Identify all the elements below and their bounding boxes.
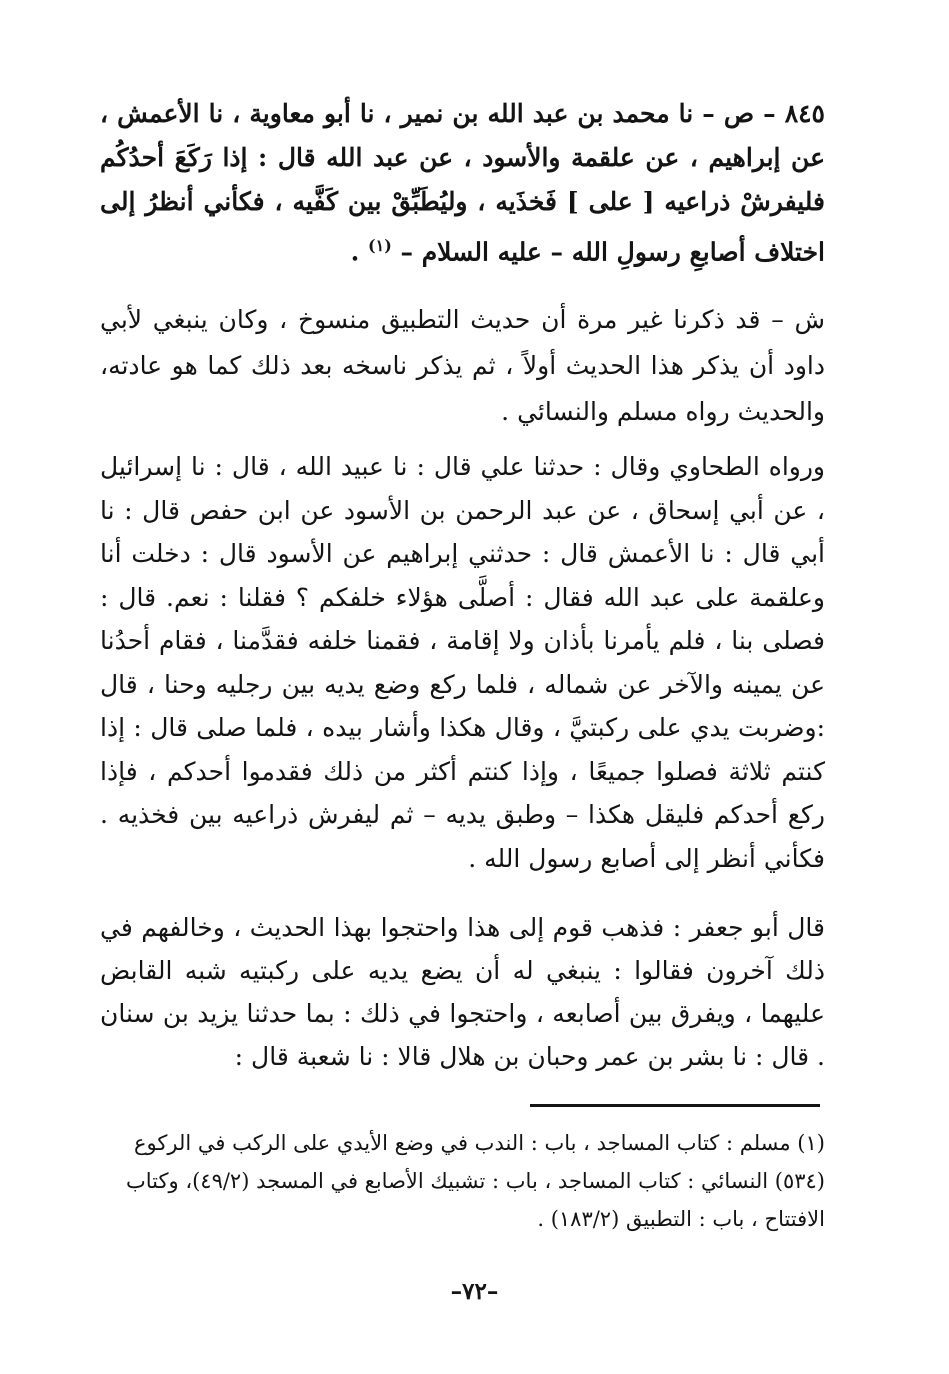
page-number: –٧٢– — [450, 1278, 499, 1305]
footnote-divider — [530, 1104, 820, 1107]
footnote: (١) مسلم : كتاب المساجد ، باب : الندب في وضع الأيدي على الركب في الركوع (٥٣٤) النسائي : كتاب المساجد ، باب : تشبيك الأصابع في المسجد (٤٩/٢)، وكتاب الافتتاح ، باب : التطبيق (١٨٣/٢) . — [126, 1131, 825, 1231]
hadith-end: . — [350, 237, 369, 267]
abu-jafar-paragraph: قال أبو جعفر : فذهب قوم إلى هذا واحتجوا بهذا الحديث ، وخالفهم في ذلك آخرون فقالوا : ينبغي له أن يضع يديه على ركبتيه شبه القابض عليهما ، ويفرق بين أصابعه ، واحتجوا في ذلك : بما حدثنا يزيد بن سنان . قال : نا بشر بن عمر وحبان بن هلال قالا : نا شعبة قال : — [100, 913, 825, 1071]
hadith-paragraph — [100, 92, 825, 274]
footnote-reference: (١) — [368, 236, 392, 255]
tahawi-narration-paragraph: ورواه الطحاوي وقال : حدثنا علي قال : نا عبيد الله ، قال : نا إسرائيل ، عن أبي إسحاق ، عن عبد الرحمن بن الأسود عن ابن حفص قال : نا أبي قال : نا الأعمش قال : حدثني إبراهيم عن الأسود قال : دخلت أنا وعلقمة على عبد الله فقال : أصلَّى هؤلاء خلفكم ؟ فقلنا : نعم. قال : فصلى بنا ، فلم يأمرنا بأذان ولا إقامة ، فقمنا خلفه فقدَّمنا ، فقام أحدُنا عن يمينه والآخر عن شماله ، فلما ركع وضع يديه بين رجليه وحنا ، قال :وضربت يدي على ركبتيَّ ، وقال هكذا وأشار بيده ، فلما صلى قال : إذا كنتم ثلاثة فصلوا جميعًا ، وإذا كنتم أكثر من ذلك فقدموا أحدكم ، فإذا ركع أحدكم فليقل هكذا – وطبق يديه – ثم ليفرش ذراعيه بين فخذيه . فكأني أنظر إلى أصابع رسول الله . — [100, 452, 825, 873]
commentary-paragraph: ش – قد ذكرنا غير مرة أن حديث التطبيق منسوخ ، وكان ينبغي لأبي داود أن يذكر هذا الحديث أولاً ، ثم يذكر ناسخه بعد ذلك كما هو عادته، والحديث رواه مسلم والنسائي . — [100, 305, 825, 426]
hadith-text: ٨٤٥ – ص – نا محمد بن عبد الله بن نمير ، نا أبو معاوية ، نا الأعمش ، عن إبراهيم ، عن علقمة والأسود ، عن عبد الله قال : إذا رَكَعَ أحدُكُم فليفرشْ ذراعيه [ على ] فَخذَيه ، وليُطَبِّقْ بين كَفَّيه ، فكأني أنظرُ إلى اختلاف أصابعِ رسولِ الله – عليه السلام – — [100, 99, 825, 267]
